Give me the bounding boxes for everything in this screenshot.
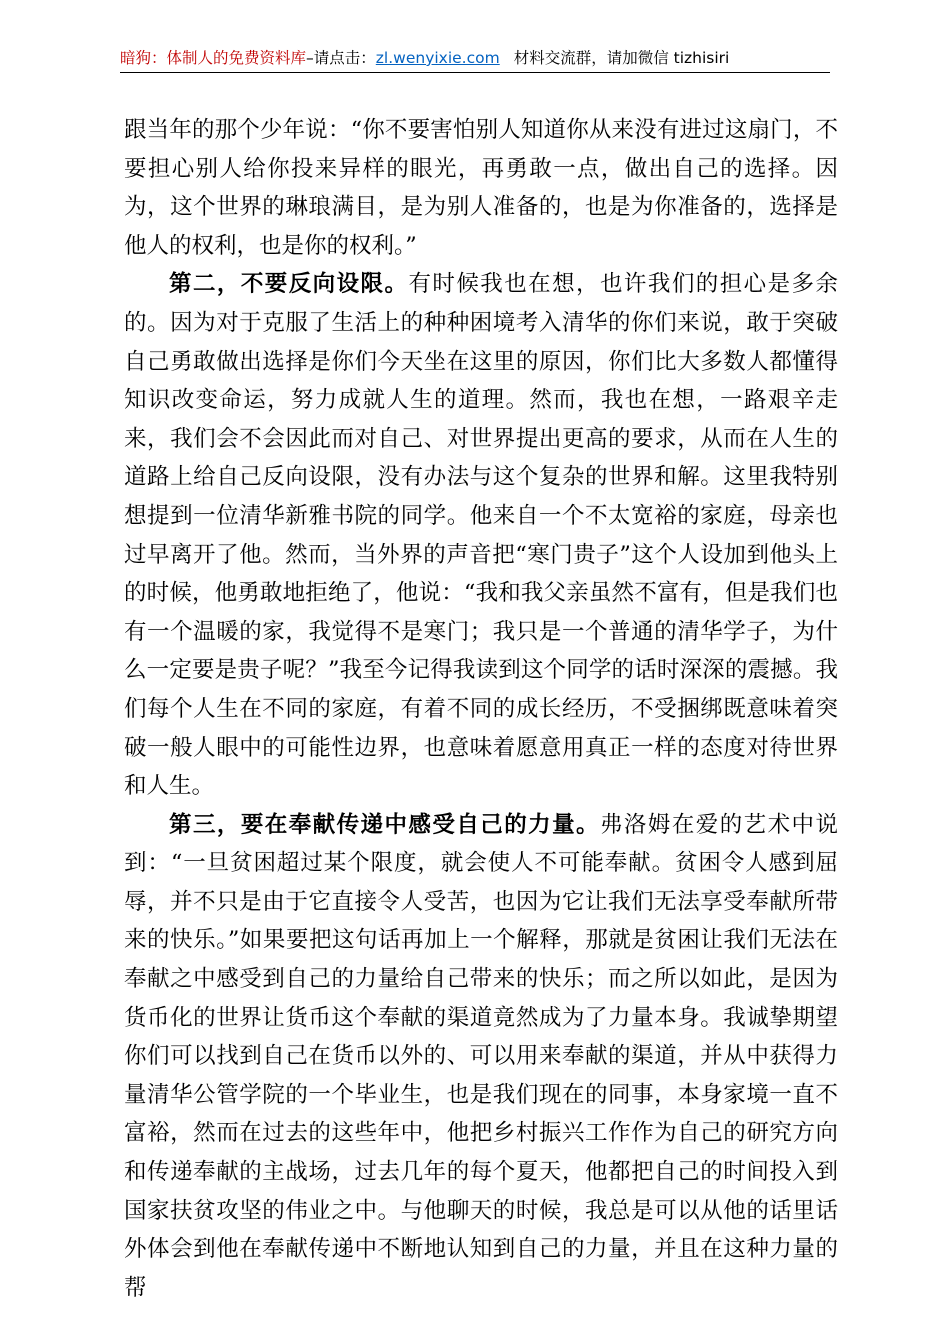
paragraph-text: 跟当年的那个少年说：“你不要害怕别人知道你从来没有进过这扇门，不要担心别人给你投来异样的眼光，再勇敢一点，做出自己的选择。因为，这个世界的琳琅满目，是为别人准备的，也是为你准备的，选择是他人的权利，也是你的权利。” (124, 117, 838, 259)
document-body (124, 111, 838, 1307)
paragraph-text: 弗洛姆在爱的艺术中说到：“一旦贫困超过某个限度，就会使人不可能奉献。贫困令人感到屈辱，并不只是由于它直接令人受苦，也因为它让我们无法享受奉献所带来的快乐。”如果要把这句话再加上一个解释，那就是贫困让我们无法在奉献之中感受到自己的力量给自己带来的快乐；而之所以如此，是因为货币化的世界让货币这个奉献的渠道竟然成为了力量本身。我诚挚期望你们可以找到自己在货币以外的、可以用来奉献的渠道，并从中获得力量清华公管学院的一个毕业生，也是我们现在的同事，本身家境一直不富裕，然而在过去的这些年中，他把乡村振兴工作作为自己的研究方向和传递奉献的主战场，过去几年的每个夏天，他都把自己的时间投入到国家扶贫攻坚的伟业之中。与他聊天的时候，我总是可以从他的话里话外体会到他在奉献传递中不断地认知到自己的力量，并且在这种力量的帮 (124, 811, 838, 1301)
page-header (120, 46, 830, 70)
paragraph-1 (124, 111, 838, 265)
header-contact: 材料交流群，请加微信 tizhisiri (513, 49, 730, 67)
paragraph-2 (124, 265, 838, 805)
paragraph-3 (124, 806, 838, 1308)
header-prompt: –请点击： (306, 49, 376, 67)
header-link[interactable]: zl.wenyixie.com (375, 49, 500, 67)
paragraph-text: 有时候我也在想，也许我们的担心是多余的。因为对于克服了生活上的种种困境考入清华的你们来说，敢于突破自己勇敢做出选择是你们今天坐在这里的原因，你们比大多数人都懂得知识改变命运，努力成就人生的道理。然而，我也在想，一路艰辛走来，我们会不会因此而对自己、对世界提出更高的要求，从而在人生的道路上给自己反向设限，没有办法与这个复杂的世界和解。这里我特别想提到一位清华新雅书院的同学。他来自一个不太宽裕的家庭，母亲也过早离开了他。然而，当外界的声音把“寒门贵子”这个人设加到他头上的时候，他勇敢地拒绝了，他说：“我和我父亲虽然不富有，但是我们也有一个温暖的家，我觉得不是寒门；我只是一个普通的清华学子，为什么一定要是贵子呢？”我至今记得我读到这个同学的话时深深的震撼。我们每个人生在不同的家庭，有着不同的成长经历，不受捆绑既意味着突破一般人眼中的可能性边界，也意味着愿意用真正一样的态度对待世界和人生。 (124, 271, 838, 800)
paragraph-heading: 第三，要在奉献传递中感受自己的力量。 (169, 811, 600, 838)
header-brand: 暗狗：体制人的免费资料库 (120, 49, 307, 67)
paragraph-heading: 第二，不要反向设限。 (169, 271, 409, 298)
header-divider (120, 72, 830, 73)
